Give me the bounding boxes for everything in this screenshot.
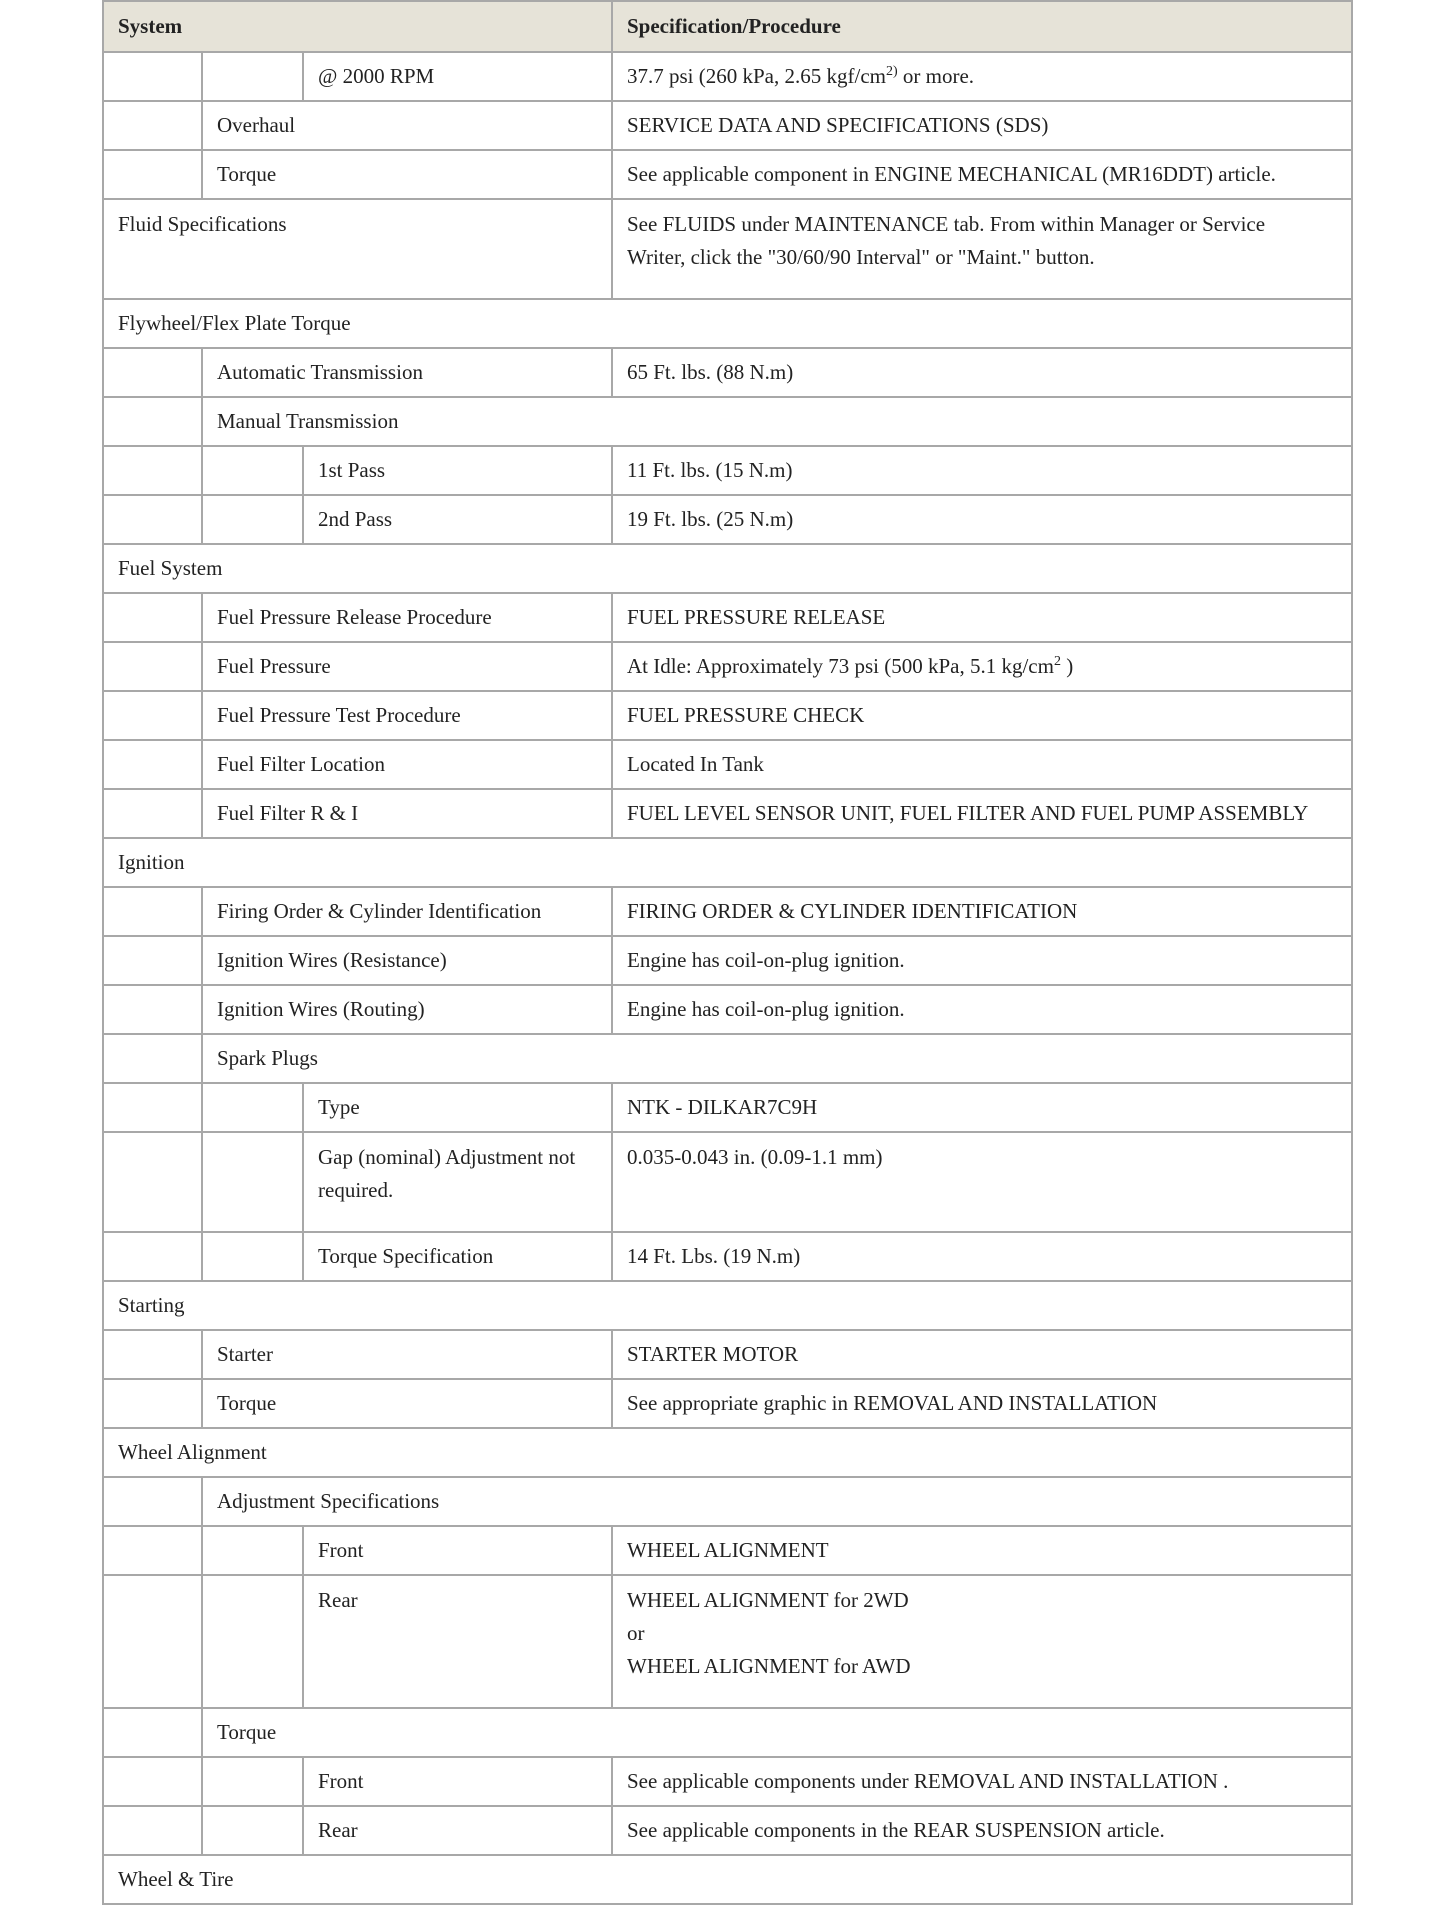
section-label: Starting bbox=[103, 1281, 1352, 1330]
section-label: Fuel System bbox=[103, 544, 1352, 593]
row-value: NTK - DILKAR7C9H bbox=[612, 1083, 1352, 1132]
row-value: Engine has coil-on-plug ignition. bbox=[612, 936, 1352, 985]
row-label: 2nd Pass bbox=[303, 495, 612, 544]
row-value: See applicable component in ENGINE MECHANICAL (MR16DDT) article. bbox=[612, 150, 1352, 199]
table-row bbox=[103, 936, 1352, 985]
row-label: Torque Specification bbox=[303, 1232, 612, 1281]
table-row bbox=[103, 985, 1352, 1034]
row-label: Front bbox=[303, 1526, 612, 1575]
row-label: Type bbox=[303, 1083, 612, 1132]
row-value: STARTER MOTOR bbox=[612, 1330, 1352, 1379]
row-value: 11 Ft. lbs. (15 N.m) bbox=[612, 446, 1352, 495]
row-value: FUEL LEVEL SENSOR UNIT, FUEL FILTER AND FUEL PUMP ASSEMBLY bbox=[612, 789, 1352, 838]
row-label: @ 2000 RPM bbox=[303, 52, 612, 101]
section-label: Ignition bbox=[103, 838, 1352, 887]
row-value: 19 Ft. lbs. (25 N.m) bbox=[612, 495, 1352, 544]
specification-table bbox=[102, 0, 1353, 1905]
row-label: Fuel Pressure Release Procedure bbox=[202, 593, 612, 642]
table-row bbox=[103, 1757, 1352, 1806]
row-value: See appropriate graphic in REMOVAL AND INSTALLATION bbox=[612, 1379, 1352, 1428]
subsection-row bbox=[103, 397, 1352, 446]
row-value: FUEL PRESSURE CHECK bbox=[612, 691, 1352, 740]
row-label: Fuel Pressure bbox=[202, 642, 612, 691]
row-value: FIRING ORDER & CYLINDER IDENTIFICATION bbox=[612, 887, 1352, 936]
subsection-label: Torque bbox=[202, 1708, 1352, 1757]
section-label: Flywheel/Flex Plate Torque bbox=[103, 299, 1352, 348]
row-value: See applicable components under REMOVAL AND INSTALLATION . bbox=[612, 1757, 1352, 1806]
table-row bbox=[103, 642, 1352, 691]
table-row bbox=[103, 740, 1352, 789]
section-row bbox=[103, 838, 1352, 887]
row-value: See applicable components in the REAR SUSPENSION article. bbox=[612, 1806, 1352, 1855]
row-value: 65 Ft. lbs. (88 N.m) bbox=[612, 348, 1352, 397]
subsection-row bbox=[103, 1708, 1352, 1757]
row-value: 14 Ft. Lbs. (19 N.m) bbox=[612, 1232, 1352, 1281]
row-label: Rear bbox=[303, 1806, 612, 1855]
row-value: Located In Tank bbox=[612, 740, 1352, 789]
row-value: SERVICE DATA AND SPECIFICATIONS (SDS) bbox=[612, 101, 1352, 150]
subsection-row bbox=[103, 1477, 1352, 1526]
table-row bbox=[103, 1575, 1352, 1708]
row-value: Engine has coil-on-plug ignition. bbox=[612, 985, 1352, 1034]
table-row bbox=[103, 150, 1352, 199]
table-row bbox=[103, 1232, 1352, 1281]
row-label: Torque bbox=[202, 1379, 612, 1428]
table-row bbox=[103, 446, 1352, 495]
row-label: Ignition Wires (Routing) bbox=[202, 985, 612, 1034]
row-label: Front bbox=[303, 1757, 612, 1806]
row-label: Fuel Filter R & I bbox=[202, 789, 612, 838]
system-column-header: System bbox=[103, 1, 612, 52]
subsection-row bbox=[103, 1034, 1352, 1083]
subsection-label: Adjustment Specifications bbox=[202, 1477, 1352, 1526]
row-label: Fuel Filter Location bbox=[202, 740, 612, 789]
section-row bbox=[103, 1855, 1352, 1904]
section-row bbox=[103, 1281, 1352, 1330]
table-row bbox=[103, 1083, 1352, 1132]
table-row bbox=[103, 199, 1352, 299]
row-label: Gap (nominal) Adjustment not required. bbox=[303, 1132, 612, 1232]
section-label: Wheel & Tire bbox=[103, 1855, 1352, 1904]
row-label: Automatic Transmission bbox=[202, 348, 612, 397]
table-row bbox=[103, 691, 1352, 740]
section-row bbox=[103, 299, 1352, 348]
table-row bbox=[103, 52, 1352, 101]
table-header-row bbox=[103, 1, 1352, 52]
section-row bbox=[103, 544, 1352, 593]
row-value: See FLUIDS under MAINTENANCE tab. From within Manager or Service Writer, click the "30/60/90 Interval" or "Maint." button. bbox=[612, 199, 1352, 299]
row-value: WHEEL ALIGNMENT for 2WD or WHEEL ALIGNMENT for AWD bbox=[612, 1575, 1352, 1708]
row-label: Ignition Wires (Resistance) bbox=[202, 936, 612, 985]
table-row bbox=[103, 789, 1352, 838]
table-row bbox=[103, 1379, 1352, 1428]
row-label: Fuel Pressure Test Procedure bbox=[202, 691, 612, 740]
table-row bbox=[103, 1330, 1352, 1379]
row-label: Firing Order & Cylinder Identification bbox=[202, 887, 612, 936]
table-row bbox=[103, 593, 1352, 642]
table-row bbox=[103, 887, 1352, 936]
row-label: Overhaul bbox=[202, 101, 612, 150]
row-value: FUEL PRESSURE RELEASE bbox=[612, 593, 1352, 642]
specification-column-header: Specification/Procedure bbox=[612, 1, 1352, 52]
row-value: WHEEL ALIGNMENT bbox=[612, 1526, 1352, 1575]
row-label: Starter bbox=[202, 1330, 612, 1379]
row-label: Rear bbox=[303, 1575, 612, 1708]
table-row bbox=[103, 101, 1352, 150]
section-row bbox=[103, 1428, 1352, 1477]
table-row bbox=[103, 1132, 1352, 1232]
subsection-label: Manual Transmission bbox=[202, 397, 1352, 446]
table-row bbox=[103, 348, 1352, 397]
table-row bbox=[103, 1526, 1352, 1575]
row-label: Torque bbox=[202, 150, 612, 199]
subsection-label: Spark Plugs bbox=[202, 1034, 1352, 1083]
row-label: 1st Pass bbox=[303, 446, 612, 495]
row-value: 0.035-0.043 in. (0.09-1.1 mm) bbox=[612, 1132, 1352, 1232]
table-row bbox=[103, 1806, 1352, 1855]
row-label: Fluid Specifications bbox=[103, 199, 612, 299]
row-value: At Idle: Approximately 73 psi (500 kPa, 5.1 $kg/cm^2$ ) bbox=[612, 642, 1352, 691]
table-row bbox=[103, 495, 1352, 544]
section-label: Wheel Alignment bbox=[103, 1428, 1352, 1477]
row-value: 37.7 psi (260 kPa, 2.65 kgf/$cm^{2)}$ or more. bbox=[612, 52, 1352, 101]
